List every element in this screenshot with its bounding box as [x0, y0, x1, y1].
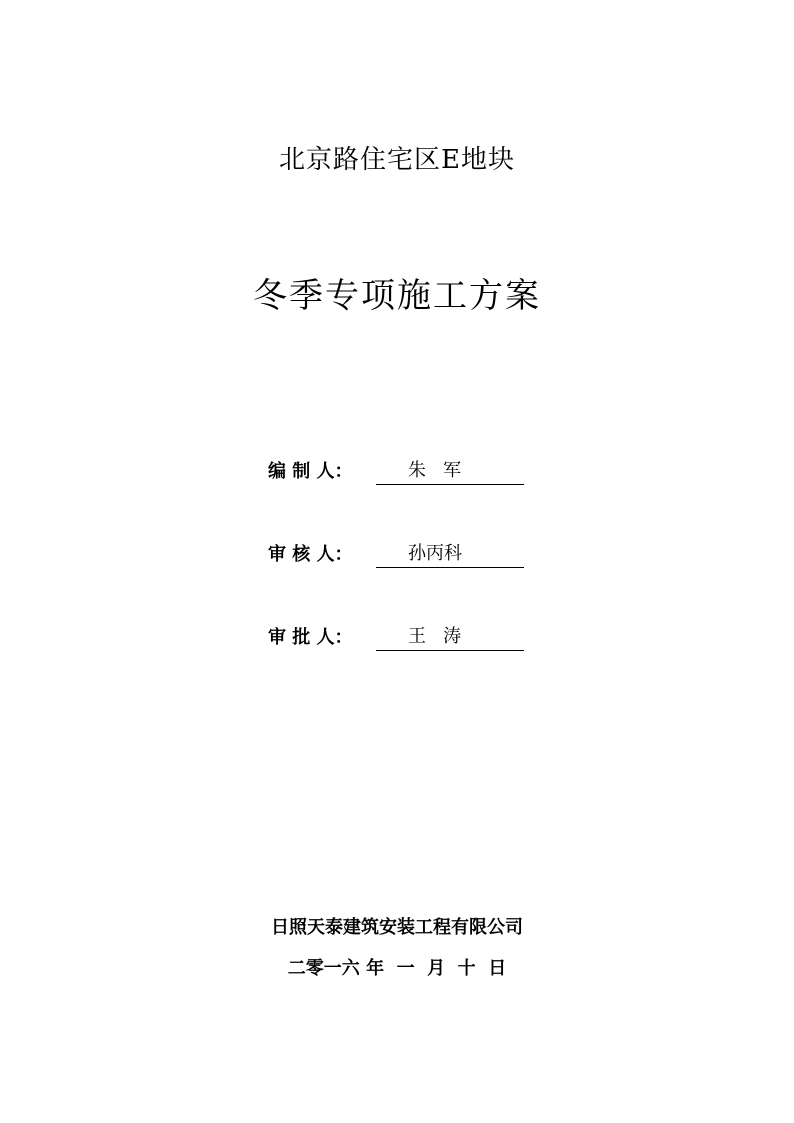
- signature-row-reviewer: [268, 538, 524, 568]
- signature-label-compiler: 编 制 人：: [268, 461, 353, 482]
- signature-value-approver: 王 涛: [376, 624, 524, 651]
- signature-label-reviewer: 审 核 人：: [268, 544, 353, 565]
- signature-value-reviewer: 孙丙科: [376, 541, 524, 568]
- signature-row-compiler: [268, 455, 524, 485]
- signature-row-approver: [268, 621, 524, 651]
- document-title: 冬季专项施工方案: [253, 276, 541, 316]
- document-date: 二零一六 年 一 月 十 日: [287, 958, 507, 979]
- signature-value-compiler: 朱 军: [376, 458, 524, 485]
- company-name: 日照天泰建筑安装工程有限公司: [271, 917, 523, 938]
- project-title: 北京路住宅区E地块: [279, 145, 515, 175]
- signature-label-approver: 审 批 人：: [268, 627, 353, 648]
